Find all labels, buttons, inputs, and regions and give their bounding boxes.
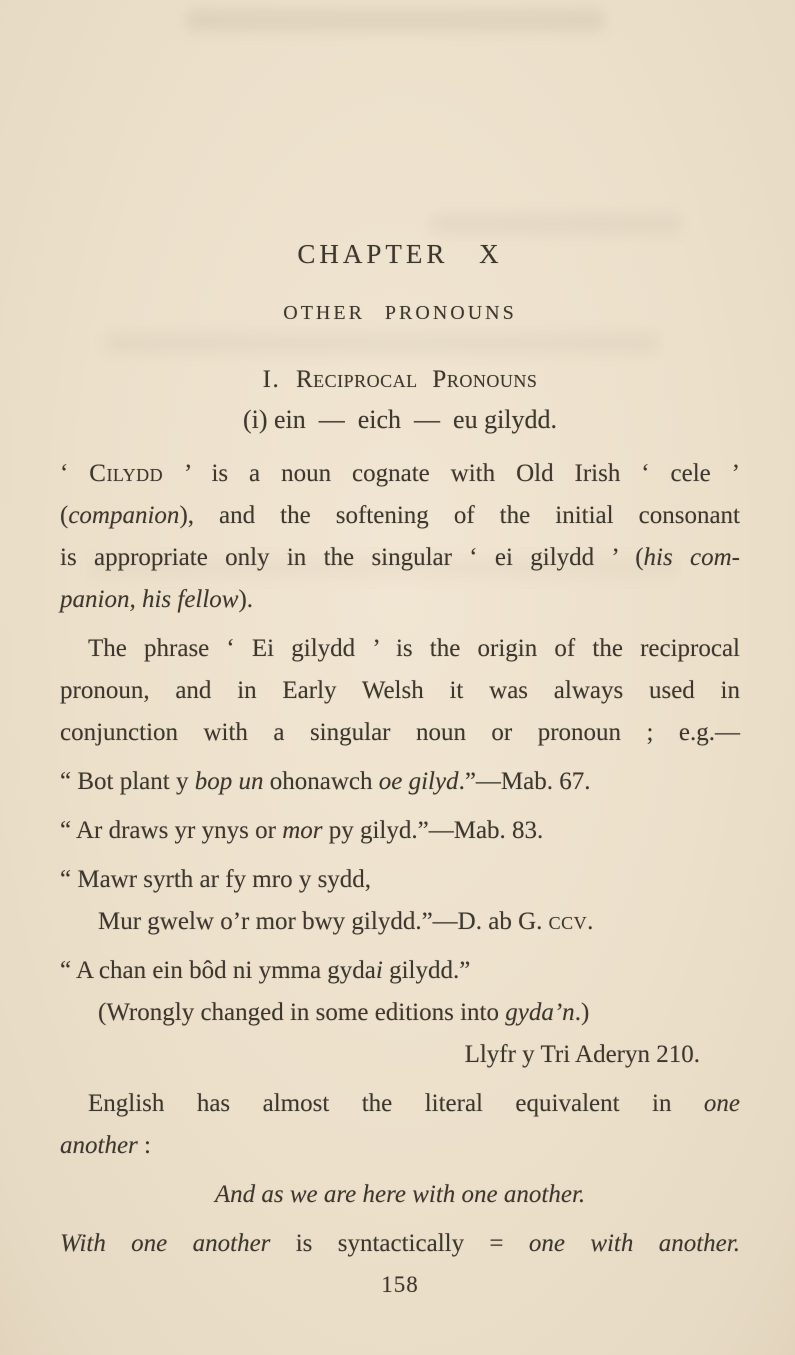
quotation-llyfr-y-tri-aderyn-line: “ A chan ein bôd ni ymma gydai gilydd.” <box>60 957 471 984</box>
paragraph-syntactically <box>60 1223 740 1265</box>
paragraph-english-equivalent-line: another : <box>60 1132 151 1159</box>
quotation-mab-83 <box>60 810 740 852</box>
pronoun-formula: (i) ein — eich — eu gilydd. <box>242 405 558 434</box>
page-number: 158 <box>381 1272 419 1297</box>
paragraph-cilydd-line: (companion), and the softening of the initial consonant <box>60 502 740 529</box>
paragraph-english-equivalent-line: English has almost the literal equivalent in one <box>88 1090 740 1117</box>
quotation-mab-83-line: “ Ar draws yr ynys or mor py gilyd.”—Mab. 83. <box>60 817 544 844</box>
paragraph-cilydd <box>60 453 740 621</box>
chapter-heading: CHAPTER X <box>297 239 503 269</box>
quotation-dafydd-ab-gwilym-line: “ Mawr syrth ar fy mro y sydd, <box>60 866 372 893</box>
paragraph-cilydd-line: ‘ Cilydd ’ is a noun cognate with Old Irish ‘ cele ’ <box>60 460 740 487</box>
quotation-mab-67 <box>60 761 740 803</box>
paragraph-ei-gilydd <box>60 628 740 754</box>
paragraph-ei-gilydd-line: conjunction with a singular noun or pronoun ; e.g.— <box>60 719 740 746</box>
paragraph-english-equivalent <box>60 1083 740 1167</box>
text-block <box>60 453 740 1265</box>
paragraph-ei-gilydd-line: pronoun, and in Early Welsh it was always used in <box>60 677 740 704</box>
quotation-mab-67-line: “ Bot plant y bop un ohonawch oe gilyd.”—Mab. 67. <box>60 768 591 795</box>
paragraph-cilydd-line: is appropriate only in the singular ‘ ei gilydd ’ (his com- <box>60 544 740 571</box>
quotation-dafydd-ab-gwilym-line: Mur gwelw o’r mor bwy gilydd.”—D. ab G. ccv. <box>98 908 594 935</box>
quotation-llyfr-y-tri-aderyn <box>60 950 740 1076</box>
quotation-llyfr-y-tri-aderyn-line: (Wrongly changed in some editions into gyda’n.) <box>98 999 590 1026</box>
paragraph-ei-gilydd-line: The phrase ‘ Ei gilydd ’ is the origin of the reciprocal <box>88 635 740 662</box>
section-heading: I. Reciprocal Pronouns <box>262 366 538 393</box>
quotation-dafydd-ab-gwilym <box>60 859 740 943</box>
chapter-subtitle: OTHER PRONOUNS <box>283 302 517 324</box>
verse-one-another-line: And as we are here with one another. <box>214 1181 586 1208</box>
paragraph-cilydd-line: panion, his fellow). <box>60 586 254 613</box>
verse-one-another <box>60 1174 740 1216</box>
paragraph-syntactically-line: With one another is syntactically = one with another. <box>60 1230 740 1257</box>
quotation-llyfr-y-tri-aderyn-line: Llyfr y Tri Aderyn 210. <box>464 1041 700 1068</box>
